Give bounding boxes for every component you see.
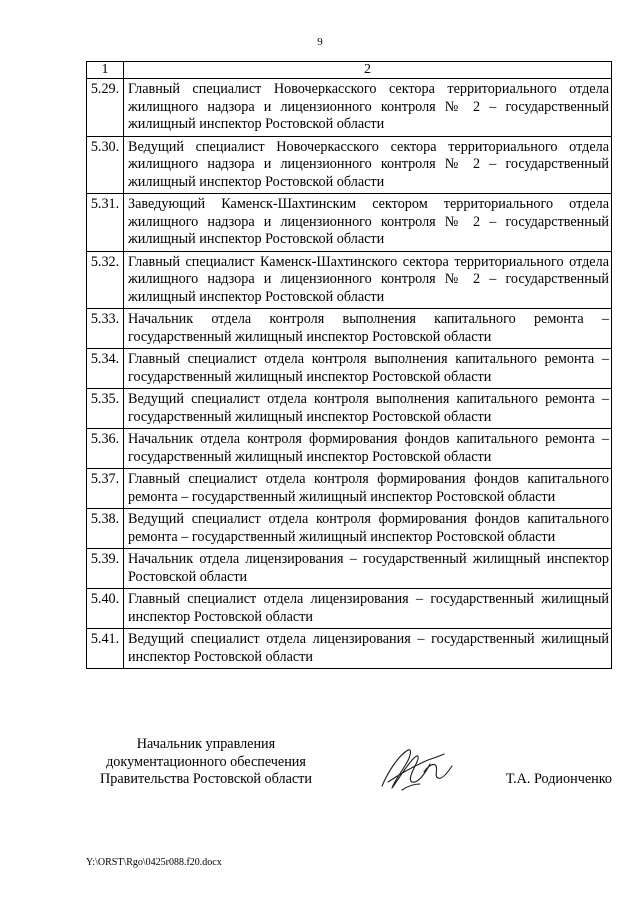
row-position-title: Главный специалист отдела контроля выполнения капитального ремонта – государственный жилищный инспектор Ростовской области bbox=[124, 349, 612, 389]
row-number: 5.39. bbox=[87, 549, 124, 589]
signer-position-line: Начальник управления bbox=[136, 736, 276, 752]
row-position-title: Главный специалист Каменск-Шахтинского сектора территориального отдела жилищного надзора и лицензионного контроля № 2 – государственный жилищный инспектор Ростовской области bbox=[124, 251, 612, 309]
table-row bbox=[87, 469, 612, 509]
row-position-title: Ведущий специалист отдела контроля формирования фондов капитального ремонта – государственный жилищный инспектор Ростовской области bbox=[124, 509, 612, 549]
row-position-title: Главный специалист отдела лицензирования – государственный жилищный инспектор Ростовской области bbox=[124, 589, 612, 629]
row-number: 5.34. bbox=[87, 349, 124, 389]
row-number: 5.41. bbox=[87, 629, 124, 669]
row-number: 5.31. bbox=[87, 194, 124, 252]
table-row bbox=[87, 349, 612, 389]
table-row bbox=[87, 629, 612, 669]
row-position-title: Ведущий специалист отдела лицензирования – государственный жилищный инспектор Ростовской области bbox=[124, 629, 612, 669]
signer-name: Т.А. Родионченко bbox=[505, 771, 612, 787]
row-number: 5.37. bbox=[87, 469, 124, 509]
table-row bbox=[87, 136, 612, 194]
header-col-2: 2 bbox=[124, 62, 612, 79]
row-number: 5.36. bbox=[87, 429, 124, 469]
row-position-title: Начальник отдела контроля формирования фондов капитального ремонта – государственный жилищный инспектор Ростовской области bbox=[124, 429, 612, 469]
header-col-1: 1 bbox=[87, 62, 124, 79]
row-position-title: Главный специалист Новочеркасского сектора территориального отдела жилищного надзора и лицензионного контроля № 2 – государственный жилищный инспектор Ростовской области bbox=[124, 79, 612, 137]
row-position-title: Ведущий специалист отдела контроля выполнения капитального ремонта – государственный жилищный инспектор Ростовской области bbox=[124, 389, 612, 429]
table-row bbox=[87, 389, 612, 429]
page-number: 9 bbox=[317, 36, 323, 48]
row-number: 5.35. bbox=[87, 389, 124, 429]
row-position-title: Главный специалист отдела контроля формирования фондов капитального ремонта – государственный жилищный инспектор Ростовской области bbox=[124, 469, 612, 509]
handwritten-signature-icon bbox=[378, 742, 456, 798]
row-number: 5.33. bbox=[87, 309, 124, 349]
row-position-title: Ведущий специалист Новочеркасского сектора территориального отдела жилищного надзора и лицензионного контроля № 2 – государственный жилищный инспектор Ростовской области bbox=[124, 136, 612, 194]
row-number: 5.29. bbox=[87, 79, 124, 137]
row-number: 5.38. bbox=[87, 509, 124, 549]
table-row bbox=[87, 79, 612, 137]
row-number: 5.30. bbox=[87, 136, 124, 194]
row-position-title: Начальник отдела контроля выполнения капитального ремонта – государственный жилищный инспектор Ростовской области bbox=[124, 309, 612, 349]
positions-table bbox=[86, 61, 612, 669]
table-row bbox=[87, 509, 612, 549]
signer-position-line: документационного обеспечения bbox=[106, 753, 306, 770]
table-row bbox=[87, 589, 612, 629]
table-row bbox=[87, 549, 612, 589]
table-row bbox=[87, 429, 612, 469]
table-row bbox=[87, 194, 612, 252]
signer-position-line: Правительства Ростовской области bbox=[100, 771, 312, 787]
table-row bbox=[87, 251, 612, 309]
row-number: 5.32. bbox=[87, 251, 124, 309]
signer-position bbox=[86, 736, 326, 789]
file-path: Y:\ORST\Rgo\0425r088.f20.docx bbox=[86, 857, 222, 868]
row-position-title: Начальник отдела лицензирования – государственный жилищный инспектор Ростовской области bbox=[124, 549, 612, 589]
row-position-title: Заведующий Каменск-Шахтинским сектором территориального отдела жилищного надзора и лицензионного контроля № 2 – государственный жилищный инспектор Ростовской области bbox=[124, 194, 612, 252]
table-header-row bbox=[87, 62, 612, 79]
table-row bbox=[87, 309, 612, 349]
row-number: 5.40. bbox=[87, 589, 124, 629]
